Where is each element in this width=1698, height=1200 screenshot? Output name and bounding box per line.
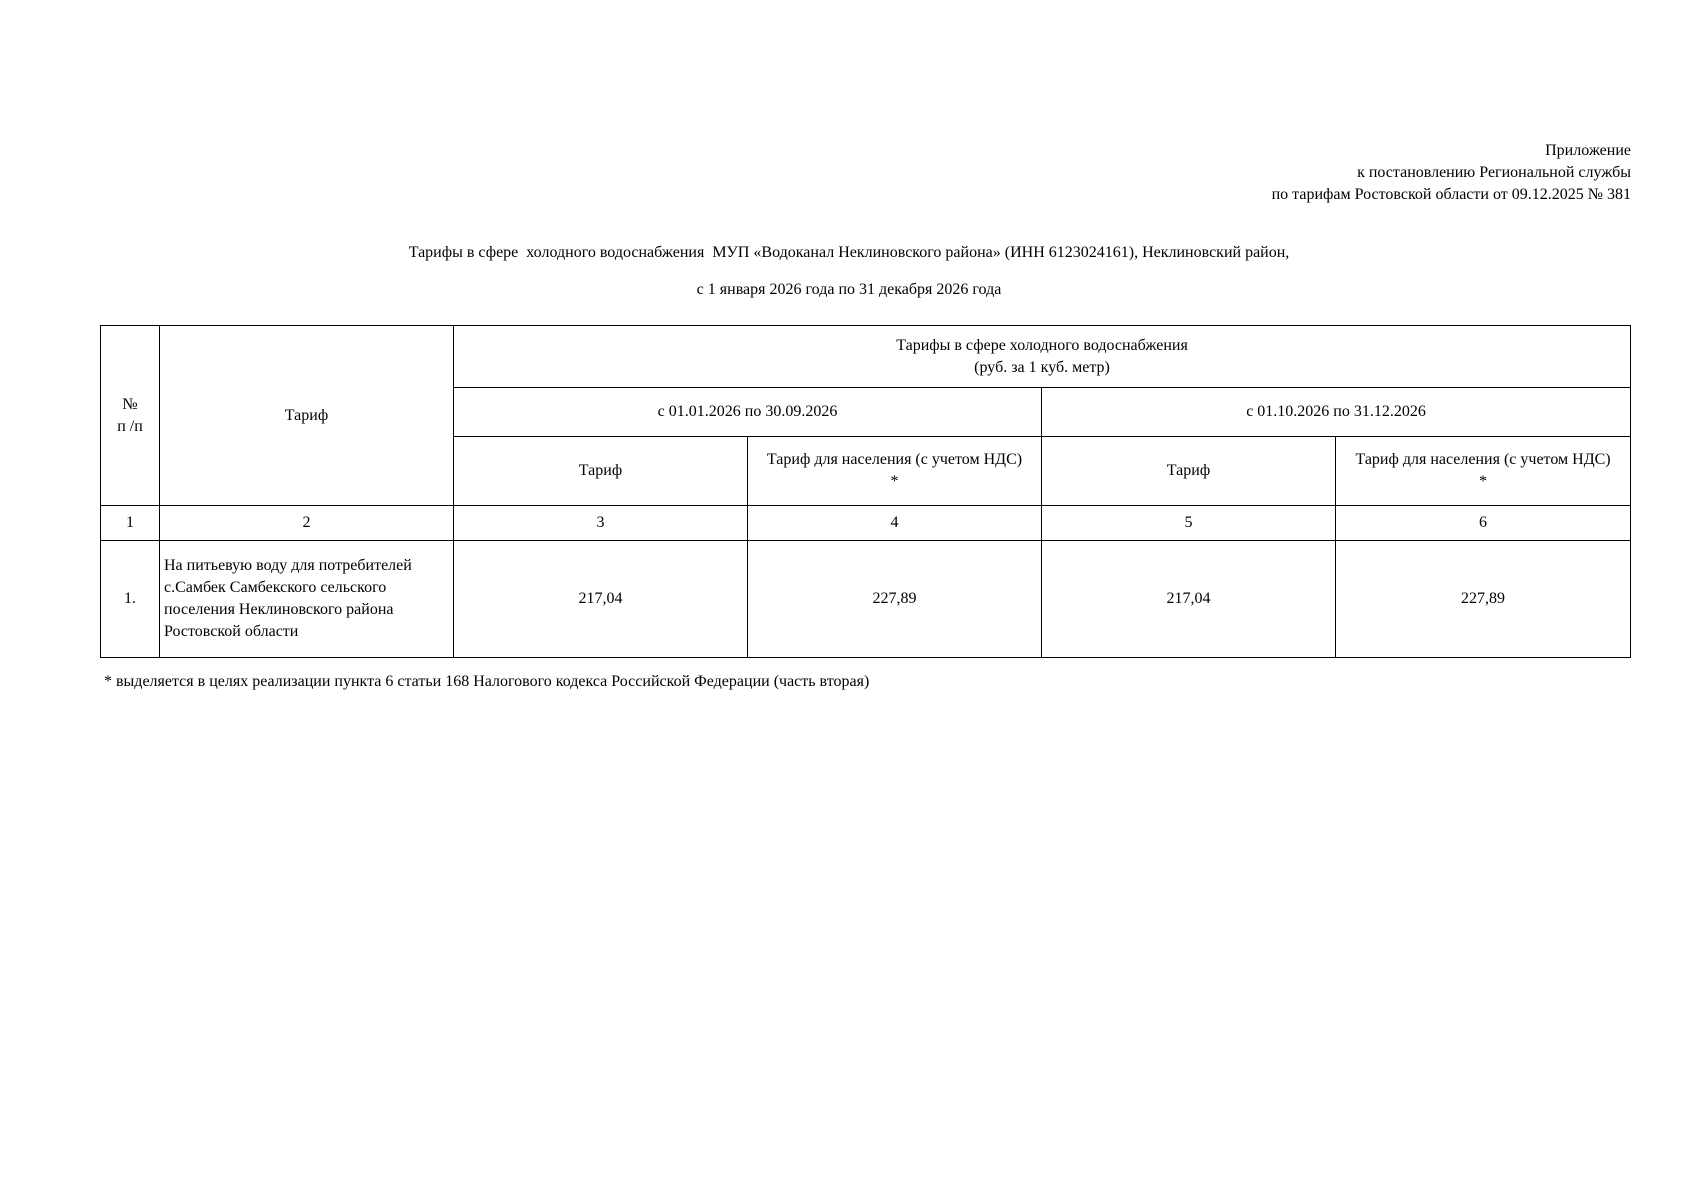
header-number-line-1: № <box>122 395 138 413</box>
header-p1-population-line-1: Тариф для населения (с учетом НДС) <box>766 451 1023 468</box>
header-group-line-2: (руб. за 1 куб. метр) <box>974 358 1110 376</box>
header-tariff-name: Тариф <box>160 326 454 506</box>
row-p1-tariff: 217,04 <box>454 541 748 658</box>
row-tariff-name <box>160 541 454 658</box>
header-p2-tariff: Тариф <box>1042 437 1336 506</box>
row-p2-population: 227,89 <box>1336 541 1631 658</box>
appendix-line-3: по тарифам Ростовской области от 09.12.2025 № 381 <box>1271 186 1631 203</box>
header-p2-population <box>1336 437 1631 506</box>
header-number-line-2: п /п <box>117 417 143 435</box>
appendix-block <box>1272 140 1631 206</box>
header-period-1: с 01.01.2026 по 30.09.2026 <box>454 388 1042 437</box>
tariff-table <box>100 325 1631 658</box>
header-p2-population-line-1: Тариф для населения (с учетом НДС) <box>1355 451 1611 468</box>
table-row <box>101 541 1631 658</box>
column-number-row <box>101 506 1631 541</box>
row-tariff-name-line: На питьевую воду для потребителей <box>164 557 412 574</box>
appendix-line-1: Приложение <box>1545 142 1631 159</box>
row-number: 1. <box>101 541 160 658</box>
header-p2-population-line-2: * <box>1479 473 1488 490</box>
document-title: Тарифы в сфере холодного водоснабжения МУП «Водоканал Неклиновского района» (ИНН 6123024161), Неклиновский район, <box>408 244 1290 261</box>
row-tariff-name-line: поселения Неклиновского района <box>164 601 394 618</box>
column-number: 5 <box>1042 506 1336 541</box>
column-number: 1 <box>101 506 160 541</box>
header-p1-tariff: Тариф <box>454 437 748 506</box>
row-p2-tariff: 217,04 <box>1042 541 1336 658</box>
header-p1-population-line-2: * <box>890 473 899 490</box>
header-p1-population <box>748 437 1042 506</box>
appendix-line-2: к постановлению Региональной службы <box>1357 164 1631 181</box>
header-number <box>101 326 160 506</box>
column-number: 2 <box>160 506 454 541</box>
header-period-2: с 01.10.2026 по 31.12.2026 <box>1042 388 1631 437</box>
row-p1-population: 227,89 <box>748 541 1042 658</box>
header-group-line-1: Тарифы в сфере холодного водоснабжения <box>896 336 1188 354</box>
footnote: * выделяется в целях реализации пункта 6 статьи 168 Налогового кодекса Российской Федерации (часть вторая) <box>104 673 870 690</box>
header-row-1 <box>101 326 1631 388</box>
row-tariff-name-line: с.Самбек Самбекского сельского <box>164 579 387 596</box>
row-tariff-name-line: Ростовской области <box>164 623 299 640</box>
column-number: 3 <box>454 506 748 541</box>
column-number: 6 <box>1336 506 1631 541</box>
document-period: с 1 января 2026 года по 31 декабря 2026 года <box>696 281 1002 298</box>
column-number: 4 <box>748 506 1042 541</box>
header-group <box>454 326 1631 388</box>
